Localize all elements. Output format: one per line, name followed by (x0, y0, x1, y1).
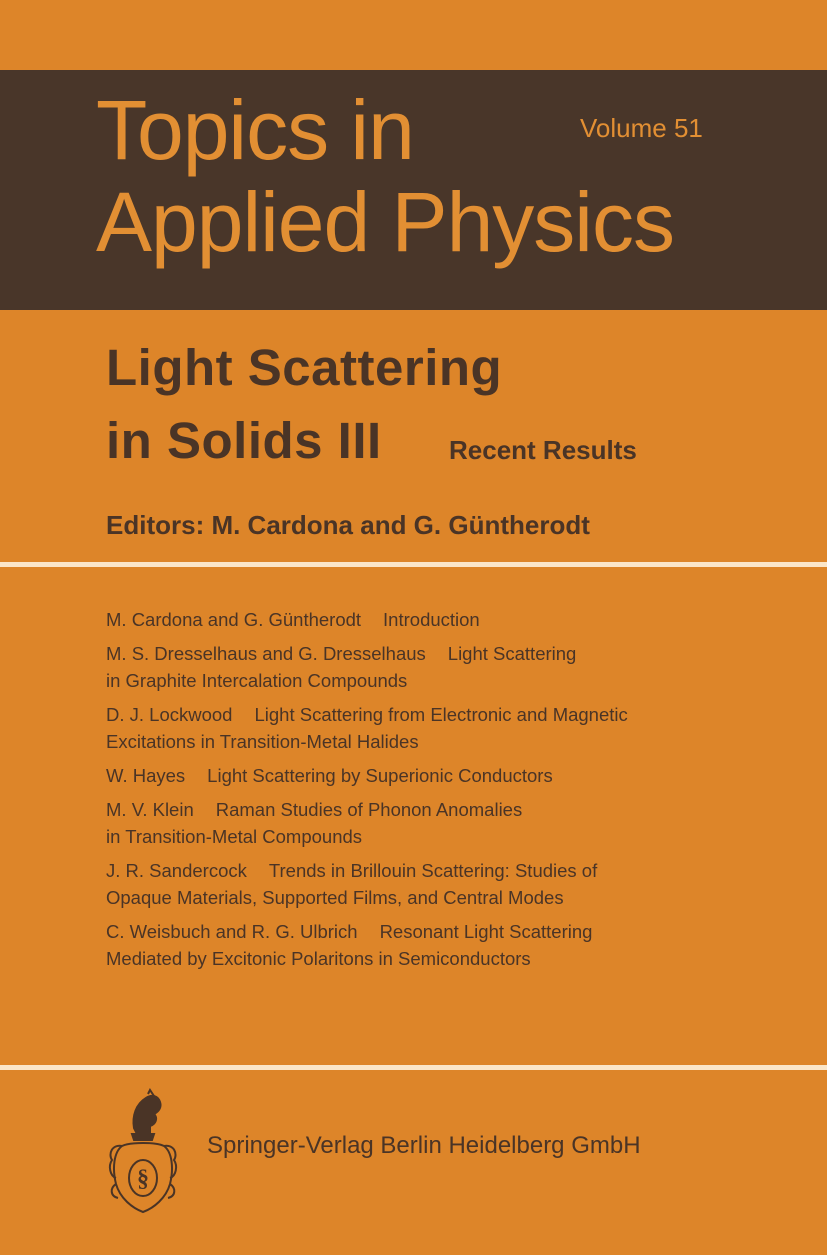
entry-authors: M. Cardona and G. Güntherodt (106, 609, 362, 630)
entry-title: Light Scattering (447, 643, 577, 664)
contents-entry (106, 640, 796, 694)
divider-top (0, 562, 827, 567)
contents-entry (106, 796, 796, 850)
volume-number: Volume 51 (580, 113, 703, 143)
entry-authors: J. R. Sandercock (106, 860, 247, 881)
contents-entry (106, 701, 796, 755)
entry-authors: C. Weisbuch and R. G. Ulbrich (106, 921, 358, 942)
entry-authors: M. S. Dresselhaus and G. Dresselhaus (106, 643, 426, 664)
entry-title: Light Scattering by Superionic Conductors (207, 765, 553, 786)
entry-title: Raman Studies of Phonon Anomalies (215, 799, 523, 820)
contents-entry (106, 857, 796, 911)
entry-title-continued: Excitations in Transition-Metal Halides (106, 731, 419, 752)
entry-title-continued: in Graphite Intercalation Compounds (106, 670, 408, 691)
entry-title-continued: Opaque Materials, Supported Films, and Central Modes (106, 887, 564, 908)
contents-entry (106, 606, 796, 633)
entry-title: Resonant Light Scattering (379, 921, 593, 942)
book-title-line-2: in Solids III (106, 412, 382, 469)
publisher-name: Springer-Verlag Berlin Heidelberg GmbH (207, 1132, 641, 1159)
editors-line: Editors: M. Cardona and G. Güntherodt (106, 510, 590, 540)
entry-authors: M. V. Klein (106, 799, 194, 820)
contents-entry (106, 918, 796, 972)
entry-title-continued: in Transition-Metal Compounds (106, 826, 363, 847)
entry-title: Light Scattering from Electronic and Magnetic (254, 704, 628, 725)
contents-list (106, 606, 796, 979)
svg-text:§: § (137, 1166, 149, 1192)
contents-entry (106, 762, 796, 789)
divider-bottom (0, 1065, 827, 1070)
entry-title: Introduction (383, 609, 480, 630)
series-title-line-1: Topics in (96, 83, 414, 177)
series-title-line-2: Applied Physics (96, 175, 674, 269)
entry-authors: W. Hayes (106, 765, 186, 786)
entry-authors: D. J. Lockwood (106, 704, 233, 725)
entry-title: Trends in Brillouin Scattering: Studies of (268, 860, 598, 881)
book-title-line-1: Light Scattering (106, 339, 503, 396)
entry-title-continued: Mediated by Excitonic Polaritons in Semiconductors (106, 948, 531, 969)
book-subtitle: Recent Results (449, 435, 637, 465)
springer-knight-logo-icon (104, 1088, 184, 1218)
